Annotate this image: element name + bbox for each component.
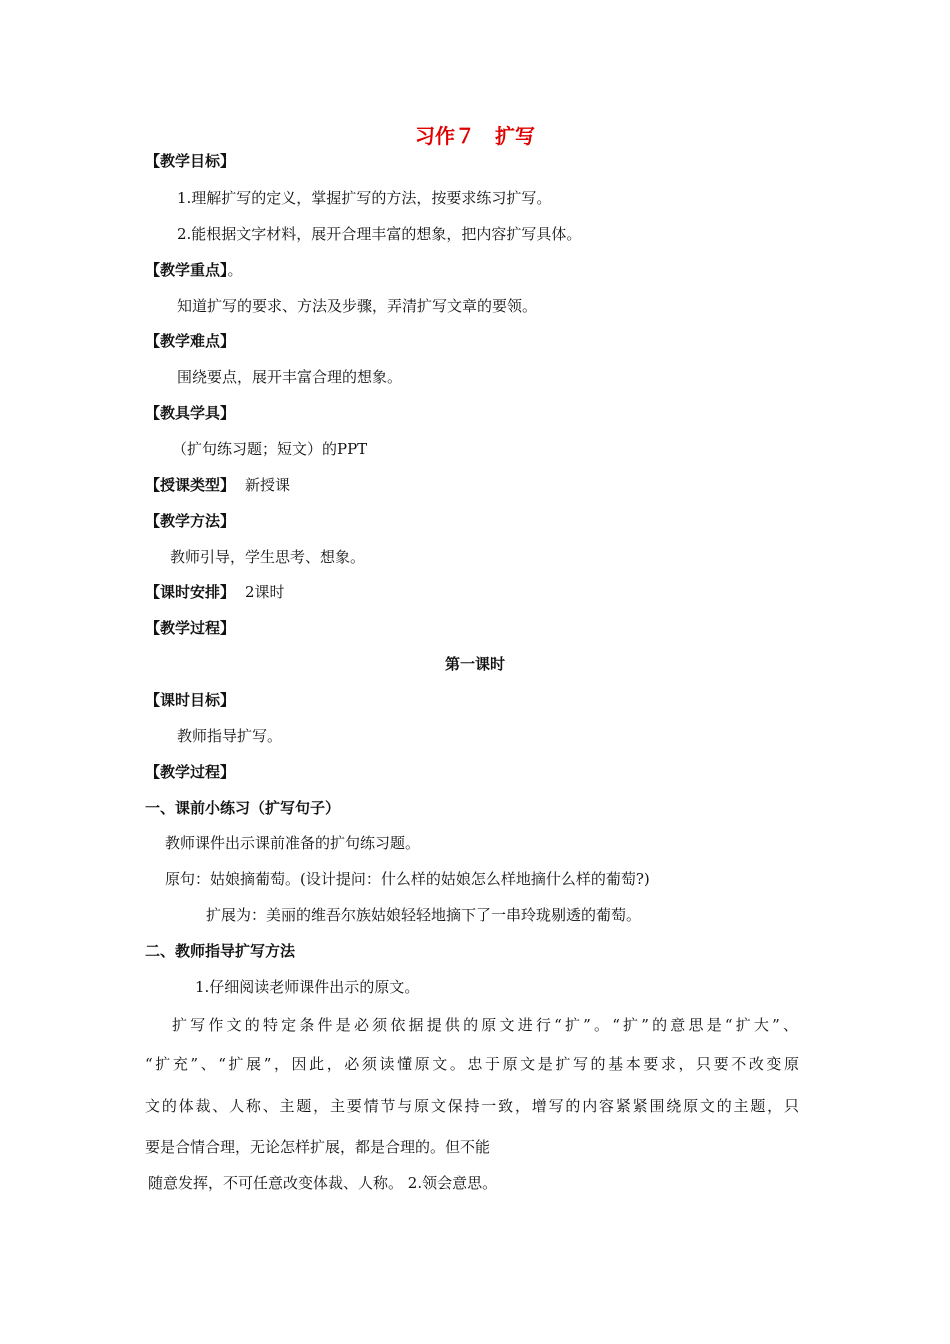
teaching-focus-text: 知道扩写的要求、方法及步骤，弄清扩写文章的要领。 [177,297,538,315]
paragraph-line-3: 文的体裁、人称、主题，主要情节与原文保持一致，增写的内容紧紧围绕原文的主题，只 [145,1097,799,1115]
part-one-line-1: 教师课件出示课前准备的扩句练习题。 [165,834,421,852]
lesson-hours-text: 2课时 [245,583,285,601]
teaching-process-label: 【教学过程】 [145,619,236,637]
part-one-heading: 一、课前小练习（扩写句子） [145,799,341,817]
teaching-difficulty-text: 围绕要点，展开丰富合理的想象。 [177,368,403,386]
goal-item-2: 2.能根据文字材料，展开合理丰富的想象，把内容扩写具体。 [177,225,582,243]
paragraph-line-5: 随意发挥，不可任意改变体裁、人称。 2.领会意思。 [148,1174,498,1192]
part-one-original-sentence: 原句：姑娘摘葡萄。(设计提问：什么样的姑娘怎么样地摘什么样的葡萄?) [165,870,650,888]
part-one-expanded-sentence: 扩展为：美丽的维吾尔族姑娘轻轻地摘下了一串玲珑剔透的葡萄。 [206,906,642,924]
teaching-tools-label: 【教具学具】 [145,404,236,422]
lesson-hours-row [145,582,285,602]
teaching-method-text: 教师引导，学生思考、想象。 [170,548,366,566]
paragraph-line-2: “扩充”、“扩展”，因此，必须读懂原文。忠于原文是扩写的基本要求，只要不改变原 [145,1055,799,1073]
teaching-goals-label: 【教学目标】 [145,152,236,170]
teaching-focus-heading [145,260,243,280]
teaching-tools-text: （扩句练习题；短文）的PPT [172,440,368,458]
lesson-process-label: 【教学过程】 [145,763,236,781]
paragraph-line-1: 扩写作文的特定条件是必须依据提供的原文进行“扩”。“扩”的意思是“扩大”、 [172,1016,798,1034]
teaching-focus-suffix: 。 [227,261,243,279]
lesson-type-label: 【授课类型】 [145,476,236,494]
part-two-heading: 二、教师指导扩写方法 [145,942,296,960]
lesson-hours-label: 【课时安排】 [145,583,236,601]
paragraph-line-4: 要是合情合理，无论怎样扩展，都是合理的。但不能 [145,1138,491,1156]
lesson-type-text: 新授课 [245,476,291,494]
lesson-objective-label: 【课时目标】 [145,691,236,709]
lesson-type-row [145,475,290,495]
goal-item-1: 1.理解扩写的定义，掌握扩写的方法，按要求练习扩写。 [177,189,552,207]
lesson-objective-text: 教师指导扩写。 [177,727,283,745]
teaching-difficulty-label: 【教学难点】 [145,332,236,350]
teaching-focus-label: 【教学重点】 [145,261,228,279]
lesson-one-heading: 第一课时 [444,655,505,673]
teaching-method-label: 【教学方法】 [145,512,236,530]
method-step-1: 1.仔细阅读老师课件出示的原文。 [195,978,420,996]
page-title: 习作７ 扩写 [415,124,535,148]
